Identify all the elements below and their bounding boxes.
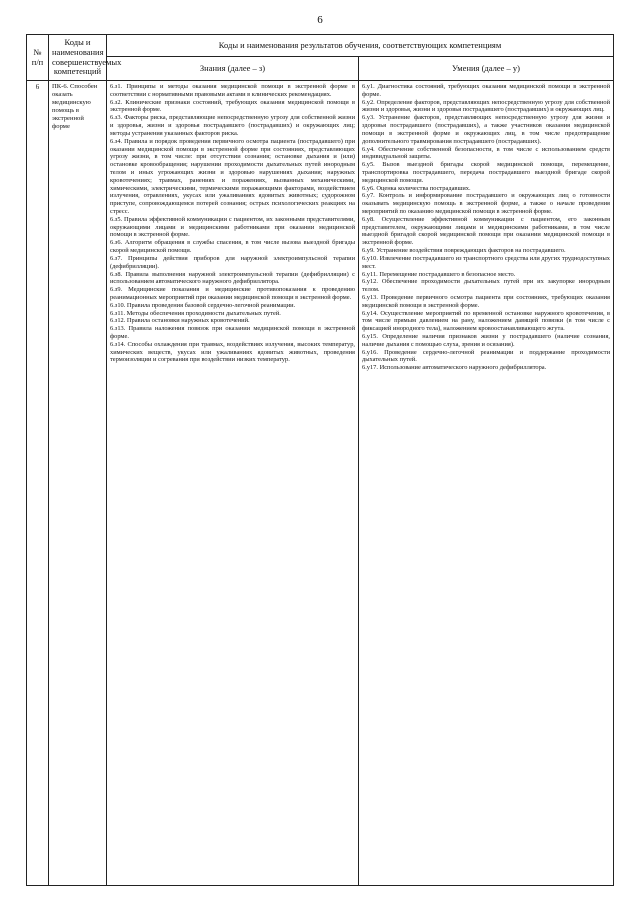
knowledge-item: 6.з13. Правила наложения повязок при оказании медицинской помощи в экстренной форме. — [110, 325, 355, 340]
header-results-group: Коды и наименования результатов обучения, соответствующих компетенциям — [107, 35, 614, 57]
knowledge-item: 6.з5. Правила эффективной коммуникации с пациентом, их законными представителями, окружающими лицами и медицинскими работниками при оказании медицинской помощи в экстренной форме. — [110, 215, 355, 239]
knowledge-item: 6.з6. Алгоритм обращения в службы спасения, в том числе вызова выездной бригады скорой медицинской помощи. — [110, 239, 355, 255]
skill-item: 6.у15. Определение наличия признаков жизни у пострадавшего (наличие сознания, наличие дыхания с помощью слуха, зрения и осязания). — [362, 333, 610, 348]
skill-item: 6.у3. Устранение факторов, представляющих непосредственную угрозу для жизни и здоровья пострадавшего (пострадавших), а также участников оказания медицинской помощи в экстренной форме и окружающих лиц, в том числе предотвращение дополнительного травмирования пострадавшего (пострадавших). — [362, 114, 610, 145]
knowledge-item: 6.з3. Факторы риска, представляющие непосредственную угрозу для собственной жизни и здоровья, жизни и здоровья пострадавшего (пострадавших) и окружающих лиц; методы устранения указанных факторов риска. — [110, 114, 355, 137]
skill-item: 6.у9. Устранение воздействия повреждающих факторов на пострадавшего. — [362, 247, 566, 255]
knowledge-item: 6.з4. Правила и порядок проведения первичного осмотра пациента (пострадавшего) при оказании медицинской помощи в экстренной форме при состояниях, представляющих угрозу жизни, в том числе: при отсутствии сознания; остановке дыхания и (или) остановке кровообращения; нарушении проходимости дыхательных путей инородным телом и иных угрожающих жизни и здоровью нарушениях дыхания; наружных кровотечениях; травмах, ранениях и поражениях, вызванных механическими, химическими, электрическими, термическими поражающими факторами, воздействием излучения, отравлениях, укусах или ужаливаниях ядовитых животных; судорожном приступе, сопровождающемся потерей сознания; острых психологических реакциях на стресс. — [110, 137, 355, 215]
skill-item: 6.у17. Использование автоматического наружного дефибриллятора. — [362, 364, 547, 372]
skill-item: 6.у13. Проведение первичного осмотра пациента при состояниях, требующих оказания медицинской помощи в экстренной форме. — [362, 293, 610, 309]
header-competence: Коды и наименования совершенствуемых компетенций — [49, 35, 107, 81]
skill-item: 6.у4. Обеспечение собственной безопасности, в том числе с использованием средств индивидуальной защиты. — [362, 145, 610, 161]
knowledge-item: 6.з2. Клинические признаки состояний, требующих оказания медицинской помощи в экстренной форме. — [110, 98, 355, 114]
skill-item: 6.у1. Диагностика состояний, требующих оказания медицинской помощи в экстренной форме. — [362, 83, 610, 98]
knowledge-item: 6.з8. Правила выполнения наружной электроимпульсной терапии (дефибрилляции) с использованием автоматического наружного дефибриллятора. — [110, 270, 355, 286]
skill-item: 6.у16. Проведение сердечно-легочной реанимации и поддержание проходимости дыхательных путей. — [362, 348, 610, 364]
knowledge-item: 6.з9. Медицинские показания и медицинские противопоказания к проведению реанимационных мероприятий при оказании медицинской помощи в экстренной форме. — [110, 286, 355, 301]
skill-item: 6.у5. Вызов выездной бригады скорой медицинской помощи, перемещение, транспортировка пострадавшего, передача пострадавшего выездной бригаде скорой медицинской помощи. — [362, 161, 610, 184]
skill-item: 6.у10. Извлечение пострадавшего из транспортного средства или других труднодоступных мест. — [362, 254, 610, 270]
knowledge-cell — [107, 81, 359, 886]
row-num: 6 — [27, 81, 49, 886]
skill-item: 6.у14. Осуществление мероприятий по временной остановке наружного кровотечения, в том числе прямым давлением на рану, наложением давящей повязки (в том числе с фиксацией инородного тела), наложением кровоостанавливающего жгута. — [362, 309, 610, 333]
knowledge-item: 6.з12. Правила остановки наружных кровотечений. — [110, 317, 250, 325]
knowledge-item: 6.з11. Методы обеспечения проходимости дыхательных путей. — [110, 309, 281, 317]
knowledge-item: 6.з14. Способы охлаждения при травмах, воздействиях излучения, высоких температур, химических веществ, укусах или ужаливаниях ядовитых животных, проведения термоизоляции и согревания при воздействии низких температур. — [110, 340, 355, 364]
skill-item: 6.у2. Определение факторов, представляющих непосредственную угрозу для собственной жизни и здоровья, жизни и здоровья пострадавшего (пострадавших) и окружающих лиц. — [362, 98, 610, 114]
knowledge-item: 6.з1. Принципы и методы оказания медицинской помощи в экстренной форме в соответствии с нормативными правовыми актами в клинических рекомендациях. — [110, 83, 355, 98]
skill-item: 6.у12. Обеспечение проходимости дыхательных путей при их закупорке инородным телом. — [362, 278, 610, 294]
skill-item: 6.у7. Контроль и информирование пострадавшего и окружающих лиц о готовности оказывать медицинскую помощь в экстренной форме, а также о начале проведения мероприятий по оказанию медицинской помощи в экстренной форме. — [362, 192, 610, 215]
row-competence: ПК-6. Способен оказать медицинскую помощь в экстренной форме — [49, 81, 107, 886]
header-skills: Умения (далее – у) — [359, 57, 614, 81]
header-num: № п/п — [27, 35, 49, 81]
knowledge-item: 6.з10. Правила проведения базовой сердечно-легочной реанимации. — [110, 301, 296, 309]
skill-item: 6.у8. Осуществление эффективной коммуникации с пациентом, его законным представителем, окружающими лицами и медицинскими работниками, в том числе выездной бригадой скорой медицинской помощи при оказании медицинской помощи в экстренной форме. — [362, 215, 610, 247]
header-knowledge: Знания (далее – з) — [107, 57, 359, 81]
page-number: 6 — [317, 14, 323, 26]
skill-item: 6.у11. Перемещение пострадавшего в безопасное место. — [362, 270, 516, 278]
competence-table — [26, 34, 614, 886]
skill-item: 6.у6. Оценка количества пострадавших. — [362, 184, 471, 192]
knowledge-item: 6.з7. Принципы действия приборов для наружной электроимпульсной терапии (дефибрилляции). — [110, 254, 355, 270]
skills-cell — [359, 81, 614, 886]
